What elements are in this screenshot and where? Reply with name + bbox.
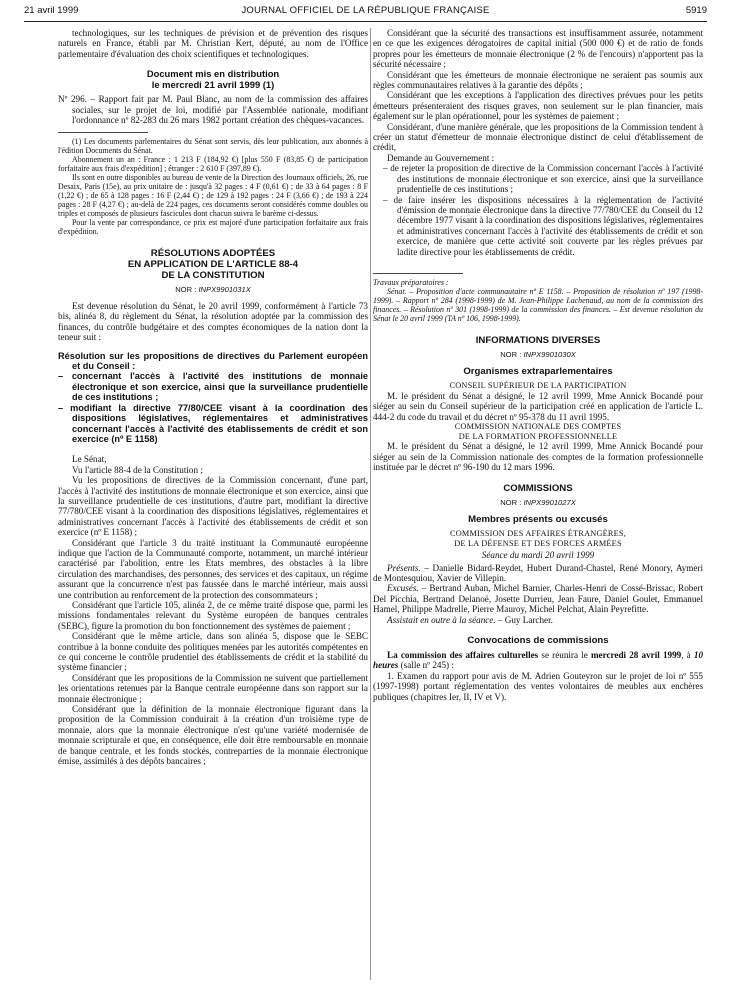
considerant-securite: Considérant que la sécurité des transactions est insuffisamment assurée, notamment en ce que les exigences dérogatoires de capital initial (500 000 €) et de ratio de fonds propres pour les émetteurs de monnaie électronique (2 % de l'encours) n'apportent pas la sécurité nécessaire ; <box>373 28 703 70</box>
resolution-bullet-2: – modifiant la directive 77/80/CEE visant à la coordination des dispositions législatives, réglementaires et administratives concernant l'accès à l'activité des établissements de crédit et son exercice (nº E 1158) <box>58 402 368 444</box>
right-column <box>373 28 703 702</box>
organismes-heading: Organismes extraparlementaires <box>463 366 613 378</box>
informations-diverses-heading: INFORMATIONS DIVERSES <box>475 334 601 346</box>
travaux-label: Travaux préparatoires : <box>373 277 449 287</box>
page-header <box>24 4 707 20</box>
cnc-heading-1: COMMISSION NATIONALE DES COMPTES <box>454 422 622 432</box>
presents-names: – Danielle Bidard-Reydet, Hubert Durand-Chastel, René Monory, Aymeri de Montesquiou, Xavier de Villepin. <box>373 562 703 583</box>
demande-inserer: – de faire insérer les dispositions nécessaires à la réglementation de l'activité d'émission de monnaie électronique dans la directive 77/780/CEE du Conseil du 12 décembre 1977 visant à la coordination des dispositions législatives, réglementaires et administratives concernant l'accès à l'activité des établissements de crédit et son exercice, de manière que cette activité soit couverte par les règles prévues par ladite directive pour les établissements de crédit. <box>383 194 703 257</box>
conv-room: (salle nº 245) : <box>398 660 454 671</box>
vu-propositions: Vu les propositions de directives de la Commission concernant, d'une part, l'accès à l'activité des institutions de monnaie électronique et son exercice, ainsi que la surveillance prudentielle de ces institutions, d'autre part, modifiant la directive 77/780/CEE visant à la coordination des dispositions législatives, réglementaires et administratives concernant l'accès à l'activité des établissements de crédit et son exercice (nº E 1158) ; <box>58 475 368 538</box>
cae-heading-1: COMMISSION DES AFFAIRES ÉTRANGÈRES, <box>449 528 627 538</box>
header-journal-title: JOURNAL OFFICIEL DE LA RÉPUBLIQUE FRANÇAISE <box>241 5 490 16</box>
excuses-label: Excusés. <box>387 583 419 594</box>
considerant-exceptions: Considérant que les exceptions à l'application des directives prévues pour les petits émetteurs présenteraient des risques graves, non seulement sur le plan financier, mais également sur le plan opérationnel, pour les systèmes de paiement ; <box>373 90 703 122</box>
demande-gouvernement: Demande au Gouvernement : <box>387 152 495 163</box>
nor-label: NOR : <box>175 284 197 294</box>
excuses-line <box>373 583 703 614</box>
convocation-item-1: 1. Examen du rapport pour avis de M. Adrien Gouteyron sur le projet de loi nº 555 (1997-1998) portant réglementation des ventes volontaires de meubles aux enchères publiques (chapitres Ier, II, IV et V). <box>373 670 703 702</box>
considerant-statut: Considérant, d'une manière générale, que les propositions de la Commission tendent à créer un statut d'émetteur de monnaie électronique distinct de celui d'établissement de crédit, <box>373 121 703 153</box>
demande-rejeter: – de rejeter la proposition de directive de la Commission concernant l'accès à l'activité des institutions de monnaie électronique et son exercice, ainsi que la surveillance prudentielle de ces institutions ; <box>383 163 703 195</box>
intro-paragraph: technologiques, sur les techniques de prévision et de prévention des risques naturels en France, établi par M. Christian Kert, député, au nom de l'Office parlementaire d'évaluation des choix scientifiques et technologiques. <box>58 28 368 59</box>
presents-label: Présents. <box>387 562 421 573</box>
travaux-rule <box>373 273 463 274</box>
assistait-name: – Guy Larcher. <box>495 614 553 625</box>
info-nor-code: INPX9901030X <box>523 349 576 359</box>
info-nor-reference <box>373 350 703 360</box>
considerant-2: Considérant que l'article 105, alinéa 2, de ce même traité dispose que, parmi les missions fondamentales relevant du Système européen de banques centrales (SEBC), figure la promotion du bon fonctionnement des systèmes de paiement ; <box>58 600 368 631</box>
conv-text-b: , à <box>681 650 694 660</box>
considerant-1: Considérant que l'article 3 du traité instituant la Communauté européenne indique que l'action de la Communauté comporte, notamment, un marché intérieur caractérisé par l'abolition, entre les Etats membres, des obstacles à la libre circulation des marchandises, des personnes, des services et des capitaux, un régime assurant que la concurrence n'est pas faussée dans le marché intérieur, mais aussi une contribution au renforcement de la protection des consommateurs ; <box>58 537 368 600</box>
cnc-heading-2: DE LA FORMATION PROFESSIONNELLE <box>458 431 618 441</box>
footnote-1: (1) Les documents parlementaires du Sénat sont servis, dès leur publication, aux abonnés à l'édition Documents du Sénat. <box>58 136 368 155</box>
considerant-garantie: Considérant que les émetteurs de monnaie électronique ne seraient pas soumis aux règles communautaires relatives à la garantie des dépôts ; <box>373 69 703 91</box>
doc-item-296: Nº 296. – Rapport fait par M. Paul Blanc, au nom de la commission des affaires sociales, sur le projet de loi, modifié par l'Assemblée nationale, modifiant l'ordonnance nº 82-283 du 26 mars 1982 portant création des chèques-vacances. <box>58 94 368 126</box>
nor-code: INPX9901031X <box>198 284 251 294</box>
seance-date: Séance du mardi 20 avril 1999 <box>481 550 595 561</box>
footnote-rule <box>58 132 148 133</box>
convocations-heading: Convocations de commissions <box>467 635 609 646</box>
nor-reference <box>58 285 368 295</box>
left-column <box>58 28 368 767</box>
resolutions-heading-3: DE LA CONSTITUTION <box>161 269 265 281</box>
header-page-number: 5919 <box>685 5 707 16</box>
conv-commission: La commission des affaires culturelles <box>387 650 539 660</box>
footnote-mail-order: Pour la vente par correspondance, ce prix est majoré d'une participation forfaitaire aux frais d'expédition. <box>58 217 368 236</box>
header-rule <box>24 21 707 22</box>
header-date: 21 avril 1999 <box>24 5 79 16</box>
resolutions-heading-2: EN APPLICATION DE L'ARTICLE 88-4 <box>127 258 299 270</box>
com-nor-label: NOR : <box>500 497 522 507</box>
com-nor-code: INPX9901027X <box>523 497 576 507</box>
column-divider <box>370 28 371 980</box>
csp-heading: CONSEIL SUPÉRIEUR DE LA PARTICIPATION <box>449 381 627 391</box>
presents-line <box>373 563 703 584</box>
vu-article: Vu l'article 88-4 de la Constitution ; <box>72 464 203 475</box>
doc-distribution-date: le mercredi 21 avril 1999 (1) <box>151 78 275 90</box>
resolution-title: Résolution sur les propositions de directives du Parlement européen et du Conseil : <box>58 350 368 372</box>
resolution-bullet-1: – concernant l'accès à l'activité des institutions de monnaie électronique et son exercice, ainsi que la surveillance prudentielle de ces institutions ; <box>58 371 368 403</box>
doc-distribution-title: Document mis en distribution <box>146 68 280 80</box>
membres-heading: Membres présents ou excusés <box>468 513 608 525</box>
assistait-line <box>373 615 703 625</box>
footnote-sales: Ils sont en outre disponibles au bureau de vente de la Direction des Journaux officiels, 26, rue Desaix, Paris (15e), au prix unitaire de : jusqu'à 32 pages : 4 F (0,61 €) ; de 33 à 64 pages : 8 F (1,22 €) ; de 65 à 128 pages : 16 F (2,44 €) ; de 129 à 192 pages : 24 F (3,66 €) ; de 193 à 224 pages : 28 F (4,27 €) ; au-delà de 224 pages, ces documents seront considérés comme doubles ou triples et composés de plusieurs fascicules dont chacun suivra le barème ci-dessus. <box>58 172 368 218</box>
resolutions-heading-1: RÉSOLUTIONS ADOPTÉES <box>150 247 276 259</box>
considerant-4: Considérant que les propositions de la Commission ne suivent que partiellement les orientations retenues par la Banque centrale européenne dans son rapport sur la monnaie électronique ; <box>58 672 368 704</box>
footnote-subscription: Abonnement un an : France : 1 213 F (184,92 €) [plus 550 F (83,85 €) de participation forfaitaire aux frais d'expédition] ; étranger : 2 610 F (397,89 €). <box>58 154 368 173</box>
cnc-text: M. le président du Sénat a désigné, le 12 avril 1999, Mme Annick Bocandé pour siéger au sein de la Commission nationale des comptes de la formation professionnelle instituée par le décret nº 96-190 du 12 mars 1996. <box>373 441 703 473</box>
conv-date: mercredi 28 avril 1999 <box>590 650 682 660</box>
conv-text-a: se réunira le <box>538 650 591 660</box>
resolution-intro: Est devenue résolution du Sénat, le 20 avril 1999, conformément à l'article 73 bis, alinéa 8, du règlement du Sénat, la résolution adoptée par la commission des finances, du contrôle budgétaire et des comptes économiques de la nation dont la teneur suit : <box>58 301 368 343</box>
excuses-names: – Bertrand Auban, Michel Barnier, Charles-Henri de Cossé-Brissac, Robert Del Picchia, Bertrand Delanoë, Josette Durrieu, Jean Faure, Daniel Goulet, Emmanuel Hamel, Philippe Madrelle, Pierre Mauroy, Michel Pelchat, Alain Peyrefitte. <box>373 583 703 615</box>
considerant-5: Considérant que la définition de la monnaie électronique figurant dans la proposition de la Commission conduirait à la création d'un troisième type de monnaie, alors que la monnaie électronique n'est qu'une variété modernisée de monnaie scripturale et que, en conséquence, elle doit être remboursable en monnaie de banque centrale, et les fonds stockés, contreparties de la monnaie électronique émise, assimilés à des dépôts bancaires ; <box>58 704 368 767</box>
assistait-label: Assistait en outre à la séance. <box>387 614 496 625</box>
csp-text: M. le président du Sénat a désigné, le 12 avril 1999, Mme Annick Bocandé pour siéger au sein du Conseil supérieur de la participation créé en application de l'article L. 444-2 du code du travail et du décret nº 95-378 du 11 avril 1995. <box>373 390 703 422</box>
info-nor-label: NOR : <box>500 349 522 359</box>
convocation-culturelles <box>373 650 703 671</box>
com-nor-reference <box>373 498 703 508</box>
senat-line: Le Sénat, <box>72 454 107 465</box>
travaux-preparatoires: Sénat. – Proposition d'acte communautaire nº E 1158. – Proposition de résolution nº 197 (1998-1999). – Rapport nº 284 (1998-1999) de M. Jean-Philippe Lachenaud, au nom de la commission des finances. – Résolution nº 301 (1998-1999) de la commission des finances. – Est devenue résolution du Sénat le 20 avril 1999 (TA nº 106, 1998-1999). <box>373 286 703 323</box>
considerant-3: Considérant que le même article, dans son alinéa 5, dispose que le SEBC contribue à la bonne conduite des politiques menées par les autorités compétentes en ce qui concerne le contrôle prudentiel des établissements de crédit et la stabilité du système financier ; <box>58 631 368 673</box>
cae-heading-2: DE LA DÉFENSE ET DES FORCES ARMÉES <box>454 538 622 548</box>
commissions-heading: COMMISSIONS <box>503 482 573 494</box>
conv-time: 10 heures <box>373 650 703 671</box>
